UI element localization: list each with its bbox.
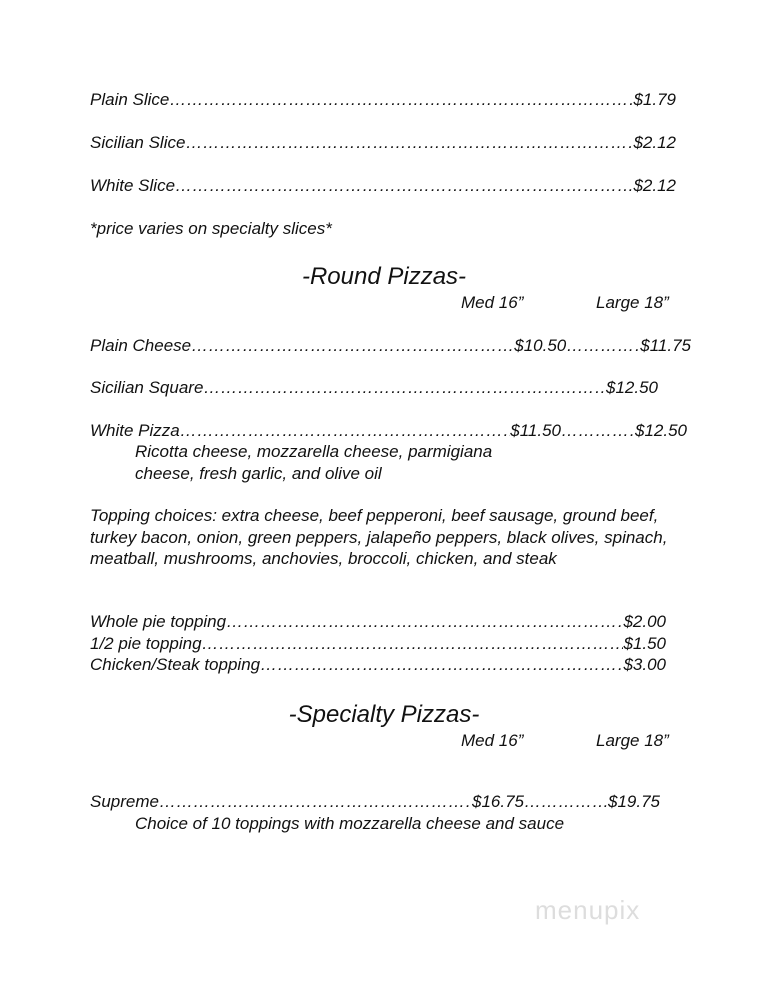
item-name: 1/2 pie topping xyxy=(90,634,202,653)
menu-item-supreme xyxy=(90,792,660,812)
size-med-header: Med 16” xyxy=(461,293,524,312)
item-price-large: $19.75 xyxy=(608,792,660,811)
menu-item-sicilian-square xyxy=(90,378,658,398)
menu-item-plain-cheese xyxy=(90,336,691,356)
menu-item-plain-slice xyxy=(90,90,676,110)
item-price: $3.00 xyxy=(623,655,666,674)
item-price: $2.12 xyxy=(633,133,676,152)
item-price: $2.00 xyxy=(623,612,666,631)
leader-dots xyxy=(185,133,633,153)
item-name: Chicken/Steak topping xyxy=(90,655,261,674)
item-description: Ricotta cheese, mozzarella cheese, parmigiana xyxy=(135,442,493,461)
topping-price-whole xyxy=(90,612,666,632)
item-price-large: $12.50 xyxy=(635,421,687,440)
item-name: Plain Slice xyxy=(90,90,170,109)
item-name: Sicilian Square xyxy=(90,378,204,397)
item-description: cheese, fresh garlic, and olive oil xyxy=(135,464,382,483)
size-med-header: Med 16” xyxy=(461,731,524,750)
item-name: Whole pie topping xyxy=(90,612,227,631)
leader-dots xyxy=(159,792,472,812)
leader-dots xyxy=(180,421,511,441)
leader-dots xyxy=(175,176,633,196)
item-price: $1.50 xyxy=(623,634,666,653)
topping-price-half xyxy=(90,634,666,654)
leader-dots xyxy=(566,336,640,356)
item-price-med: $10.50 xyxy=(514,336,567,355)
item-name: White Pizza xyxy=(90,421,180,440)
item-price: $2.12 xyxy=(633,176,676,195)
item-description: Choice of 10 toppings with mozzarella cheese and sauce xyxy=(135,814,565,833)
slice-note: *price varies on specialty slices* xyxy=(90,219,332,238)
item-price: $1.79 xyxy=(633,90,676,109)
specialty-pizzas-title: -Specialty Pizzas- xyxy=(288,701,480,728)
leader-dots xyxy=(524,792,608,812)
topping-choices: Topping choices: extra cheese, beef pepperoni, beef sausage, ground beef, turkey bacon, onion, green peppers, jalapeño peppers, black olives, spinach, meatball, mushrooms, anchovies, broccoli, chicken, and steak xyxy=(90,506,668,568)
item-price-med: $11.50 xyxy=(510,421,561,440)
item-price: $12.50 xyxy=(606,378,658,397)
menu-item-white-slice xyxy=(90,176,676,196)
leader-dots xyxy=(202,634,624,654)
leader-dots xyxy=(169,90,633,110)
item-price-large: $11.75 xyxy=(640,336,691,355)
leader-dots xyxy=(561,421,635,441)
menu-item-white-pizza xyxy=(90,421,687,441)
menu-item-sicilian-slice xyxy=(90,133,676,153)
leader-dots xyxy=(191,336,514,356)
menupix-watermark: menupix xyxy=(535,895,641,925)
topping-price-chicken-steak xyxy=(90,655,666,675)
leader-dots xyxy=(226,612,623,632)
round-pizzas-title: -Round Pizzas- xyxy=(301,263,467,290)
size-large-header: Large 18” xyxy=(596,293,669,312)
leader-dots xyxy=(203,378,606,398)
size-large-header: Large 18” xyxy=(596,731,669,750)
leader-dots xyxy=(260,655,623,675)
item-price-med: $16.75 xyxy=(472,792,524,811)
item-name: White Slice xyxy=(90,176,176,195)
item-name: Plain Cheese xyxy=(90,336,192,355)
item-name: Sicilian Slice xyxy=(90,133,186,152)
item-name: Supreme xyxy=(90,792,159,811)
